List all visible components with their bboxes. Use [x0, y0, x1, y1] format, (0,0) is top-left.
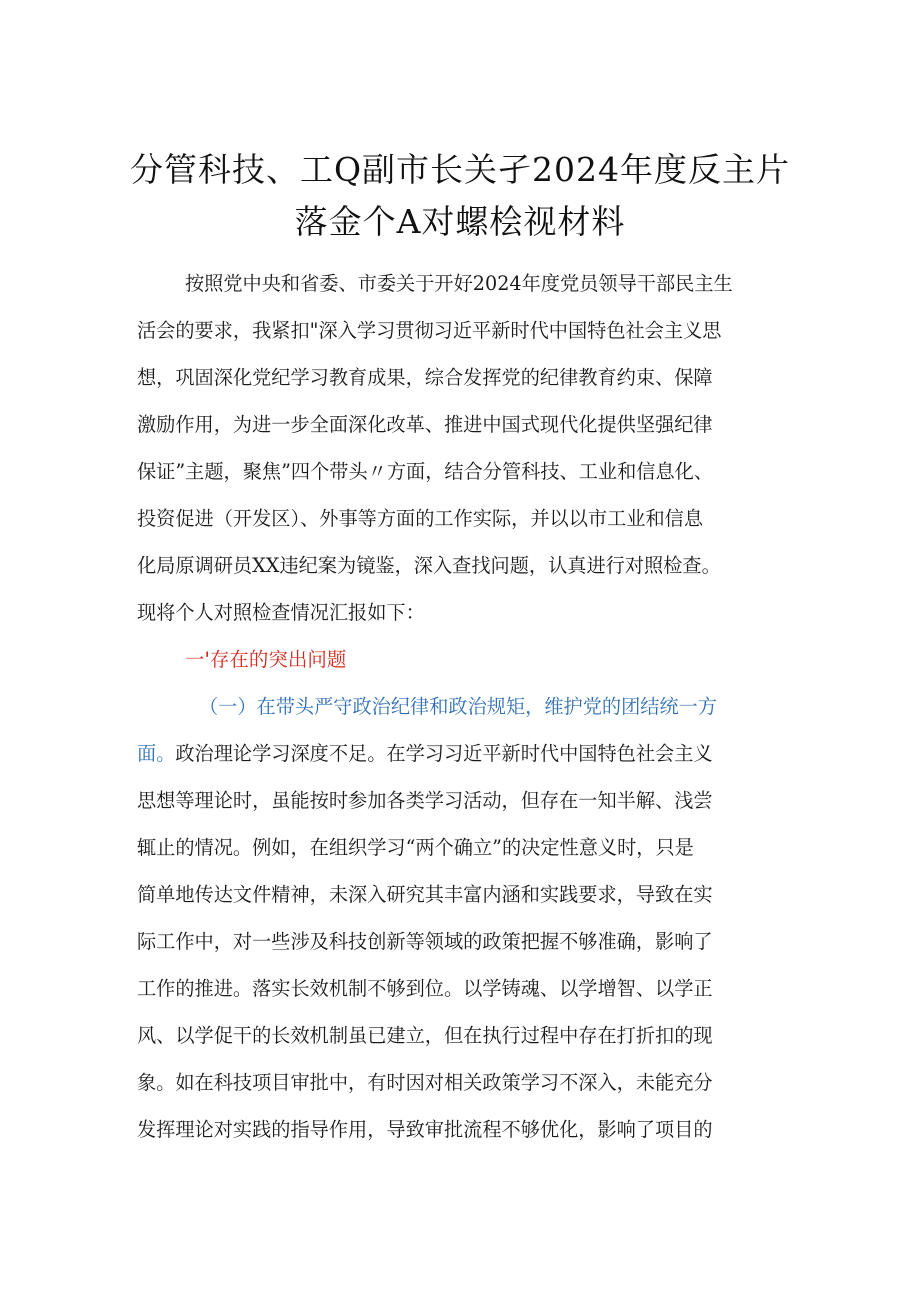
paragraph-text: 政治理论学习深度不足。在学习习近平新时代中国特色社会主义 [175, 742, 713, 765]
paragraph-line: 思想等理论时，虽能按时参加各类学习活动，但存在一知半解、浅尝 [137, 789, 713, 812]
paragraph-line: 工作的推进。落实长效机制不够到位。以学铸魂、以学增智、以学正 [137, 977, 713, 1000]
intro-line: 活会的要求，我紧扣"深入学习贯彻习近平新时代中国特色社会主义思 [137, 319, 722, 342]
intro-line: 投资促进（开发区）、外事等方面的工作实际，并以以市工业和信息 [137, 507, 704, 530]
paragraph-line [137, 736, 797, 783]
paragraph-line: 象。如在科技项目审批中，有时因对相关政策学习不深入，未能充分 [137, 1071, 713, 1094]
document-body [137, 266, 797, 1159]
intro-line: 化局原调研员XX违纪案为镜鉴，深入查找问题，认真进行对照检查。 [137, 554, 721, 577]
subsection-heading-end: 面。 [137, 742, 176, 765]
section-heading: 一'存在的突出问题 [185, 648, 347, 671]
document-title-line-2: 落金个A对螺桧视材料 [294, 202, 626, 241]
intro-line: 激励作用，为进一步全面深化改革、推进中国式现代化提供坚强纪律 [137, 413, 713, 436]
paragraph-line: 辄止的情况。例如，在组织学习“两个确立”的决定性意义时，只是 [137, 836, 694, 859]
paragraph-line: 简单地传达文件精神，未深入研究其丰富内涵和实践要求，导致在实 [137, 883, 713, 906]
intro-line: 保证”主题，聚焦”四个带头〃方面，结合分管科技、工业和信息化、 [137, 460, 714, 483]
intro-line: 想，巩固深化党纪学习教育成果，综合发挥党的纪律教育约束、保障 [137, 366, 713, 389]
intro-line: 现将个人对照检查情况汇报如下： [137, 601, 425, 624]
paragraph-line: 际工作中，对一些涉及科技创新等领域的政策把握不够准确，影响了 [137, 930, 713, 953]
intro-line: 按照党中央和省委、市委关于开好2024年度党员领导干部民主生 [185, 272, 733, 295]
document-title-line-1: 分管科技、工Q副市长关孑2024年度反主片 [129, 150, 791, 189]
subsection-heading: （一）在带头严守政治纪律和政治规矩，维护党的团结统一方 [199, 695, 718, 718]
paragraph-line: 发挥理论对实践的指导作用，导致审批流程不够优化，影响了项目的 [137, 1118, 713, 1141]
paragraph-line: 风、以学促干的长效机制虽已建立，但在执行过程中存在打折扣的现 [137, 1024, 713, 1047]
